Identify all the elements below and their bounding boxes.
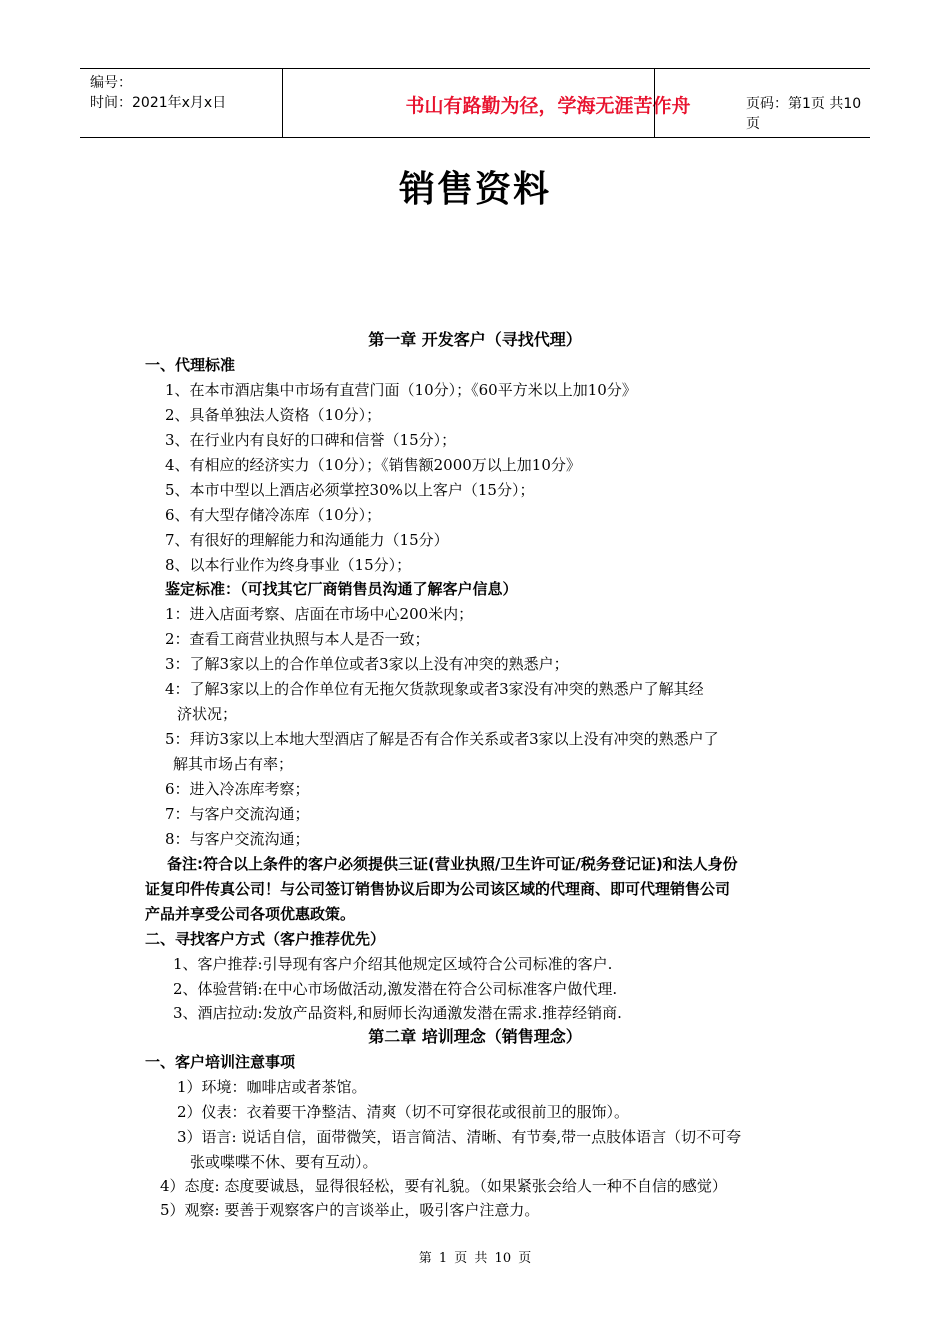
note-paragraph: 备注:符合以上条件的客户必须提供三证(营业执照/卫生许可证/税务登记证)和法人身份 <box>167 855 738 873</box>
section-heading: 一、客户培训注意事项 <box>145 1053 296 1071</box>
page-header <box>80 68 870 138</box>
list-item: 5）观察: 要善于观察客户的言谈举止，吸引客户注意力。 <box>160 1201 540 1219</box>
page-footer: 第 1 页 共 10 页 <box>418 1251 532 1266</box>
list-item: 1、在本市酒店集中市场有直营门面（10分）；《60平方米以上加10分》 <box>165 381 637 399</box>
header-time: 时间：2021年x月x日 <box>90 95 227 111</box>
header-page-info: 页码：第1页 共10页 <box>746 96 862 132</box>
list-item: 4）态度: 态度要诚恳，显得很轻松，要有礼貌。（如果紧张会给人一种不自信的感觉） <box>160 1177 727 1195</box>
list-item: 3、酒店拉动:发放产品资料,和厨师长沟通激发潜在需求.推荐经销商. <box>173 1004 622 1022</box>
list-item: 2）仪表：衣着要干净整洁、清爽（切不可穿很花或很前卫的服饰）。 <box>177 1103 630 1121</box>
header-divider <box>654 69 655 137</box>
list-item: 5、本市中型以上酒店必须掌控30%以上客户（15分）； <box>165 481 535 499</box>
appraisal-heading: 鉴定标准：（可找其它厂商销售员沟通了解客户信息） <box>165 580 518 598</box>
list-item: 3：了解3家以上的合作单位或者3家以上没有冲突的熟悉户； <box>165 655 569 673</box>
chapter-heading: 第一章 开发客户（寻找代理） <box>368 330 582 349</box>
header-motto: 书山有路勤为径，学海无涯苦作舟 <box>405 95 691 117</box>
list-item: 4、有相应的经济实力（10分）；《销售额2000万以上加10分》 <box>165 456 581 474</box>
list-item: 3、在行业内有良好的口碑和信誉（15分）； <box>165 431 457 449</box>
list-item: 2：查看工商营业执照与本人是否一致； <box>165 630 430 648</box>
note-paragraph: 产品并享受公司各项优惠政策。 <box>145 905 356 923</box>
list-item: 3）语言: 说话自信，面带微笑，语言简洁、清晰、有节奏,带一点肢体语言（切不可夸 <box>177 1128 742 1146</box>
list-item: 1）环境：咖啡店或者茶馆。 <box>177 1078 367 1096</box>
chapter-heading: 第二章 培训理念（销售理念） <box>368 1027 582 1046</box>
list-item-continued: 解其市场占有率； <box>173 755 294 773</box>
header-meta <box>90 73 226 113</box>
list-item: 6、有大型存储冷冻库（10分）； <box>165 506 382 524</box>
list-item: 1、客户推荐:引导现有客户介绍其他规定区域符合公司标准的客户. <box>173 955 613 973</box>
list-item: 4：了解3家以上的合作单位有无拖欠货款现象或者3家没有冲突的熟悉户了解其经 <box>165 680 704 698</box>
list-item: 2、具备单独法人资格（10分）； <box>165 406 382 424</box>
list-item-continued: 济状况； <box>177 705 238 723</box>
list-item-continued: 张或喋喋不休、要有互动）。 <box>190 1153 378 1171</box>
list-item: 7：与客户交流沟通； <box>165 805 310 823</box>
header-divider <box>282 69 283 137</box>
list-item: 8、以本行业作为终身事业（15分）； <box>165 556 412 574</box>
note-paragraph: 证复印件传真公司！与公司签订销售协议后即为公司该区域的代理商、即可代理销售公司 <box>145 880 731 898</box>
section-heading: 二、寻找客户方式（客户推荐优先） <box>145 930 386 948</box>
list-item: 2、体验营销:在中心市场做活动,激发潜在符合公司标准客户做代理. <box>173 980 618 998</box>
list-item: 8：与客户交流沟通； <box>165 830 310 848</box>
header-number: 编号： <box>90 75 132 91</box>
list-item: 6：进入冷冻库考察； <box>165 780 310 798</box>
document-title: 销售资料 <box>398 169 551 210</box>
section-heading: 一、代理标准 <box>145 356 236 374</box>
list-item: 1：进入店面考察、店面在市场中心200米内； <box>165 605 474 623</box>
list-item: 5：拜访3家以上本地大型酒店了解是否有合作关系或者3家以上没有冲突的熟悉户了 <box>165 730 719 748</box>
list-item: 7、有很好的理解能力和沟通能力（15分） <box>165 531 449 549</box>
